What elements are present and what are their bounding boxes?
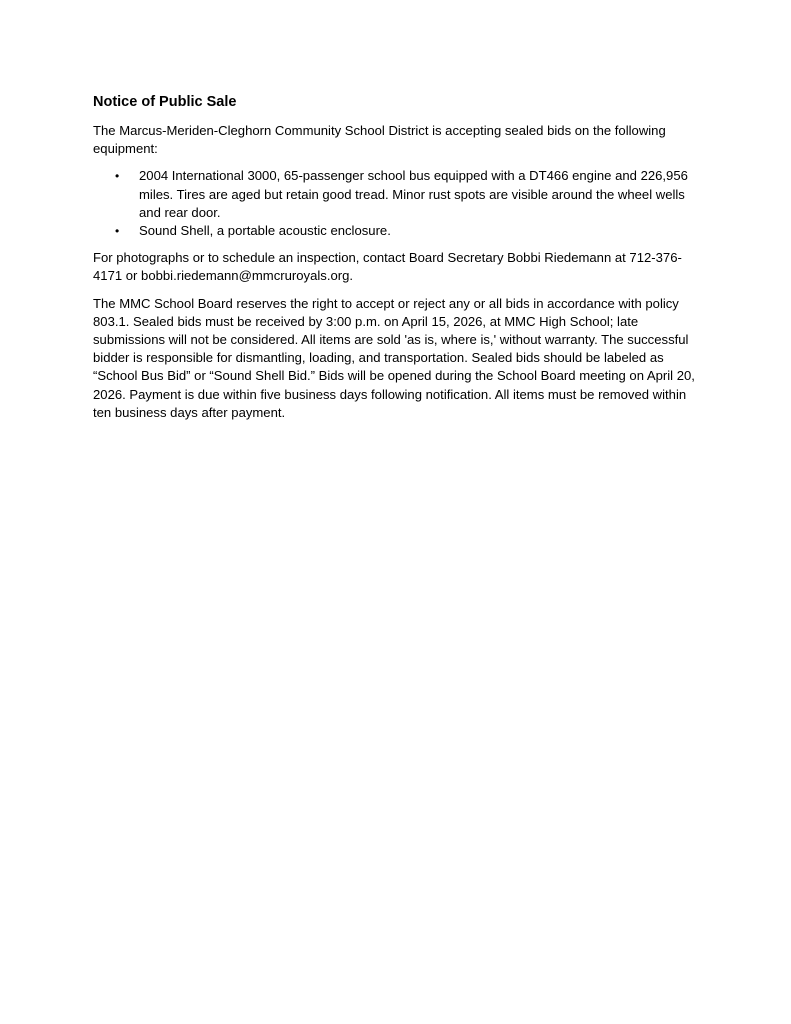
list-item-text: Sound Shell, a portable acoustic enclosure. [139,223,391,239]
intro-paragraph: The Marcus-Meriden-Cleghorn Community School District is accepting sealed bids on the following equipment: [93,123,666,157]
list-item-school-bus [93,167,696,222]
notice-title: Notice of Public Sale [93,94,237,110]
terms-paragraph: The MMC School Board reserves the right to accept or reject any or all bids in accordance with policy 803.1. Sealed bids must be received by 3:00 p.m. on April 15, 2026, at MMC High School; late submissions will not be considered. All items are sold 'as is, where is,' without warranty. The successful bidder is responsible for dismantling, loading, and transportation. Sealed bids should be labeled as “School Bus Bid” or “Sound Shell Bid.” Bids will be opened during the School Board meeting on April 20, 2026. Payment is due within five business days following notification. All items must be removed within ten business days after payment. [93,295,695,420]
equipment-list [93,167,696,240]
list-item-text: 2004 International 3000, 65-passenger school bus equipped with a DT466 engine and 226,956 miles. Tires are aged but retain good tread. Minor rust spots are visible around the wheel wells and rear door. [139,168,688,220]
bullet-icon: • [115,169,120,184]
bullet-icon: • [115,224,120,239]
list-item-sound-shell [93,222,696,240]
notice-content [93,93,696,431]
contact-paragraph: For photographs or to schedule an inspection, contact Board Secretary Bobbi Riedemann at 712-376-4171 or bobbi.riedemann@mmcruroyals.org. [93,250,682,284]
